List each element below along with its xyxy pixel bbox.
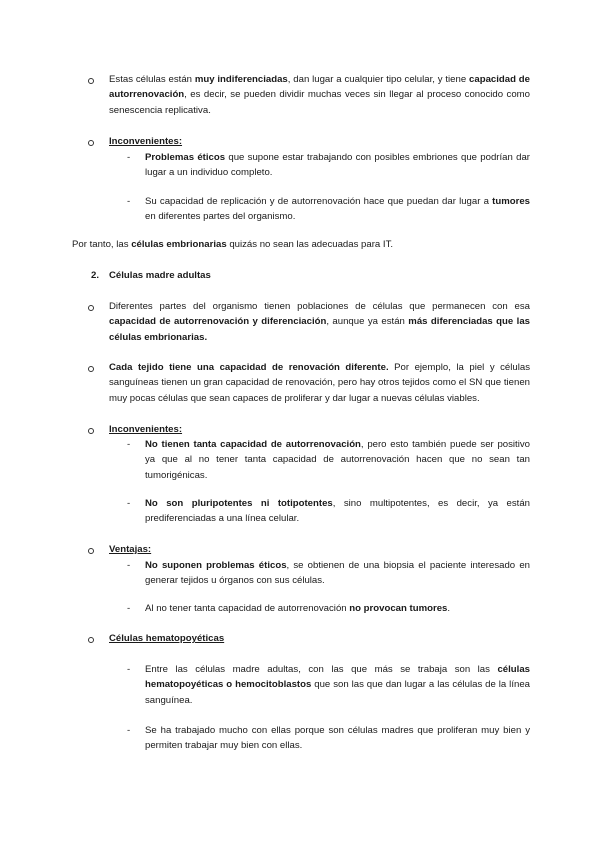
conclusion-paragraph: Por tanto, las células embrionarias quizás no sean las adecuadas para IT. bbox=[72, 239, 394, 250]
subitem-no-tumores: Al no tener tanta capacidad de autorrenovación no provocan tumores. bbox=[145, 603, 451, 614]
hollow-bullet-icon bbox=[88, 428, 94, 434]
hollow-bullet-icon bbox=[88, 78, 94, 84]
hollow-bullet-icon bbox=[88, 637, 94, 643]
dash-marker: - bbox=[127, 498, 131, 509]
heading-ventajas: Ventajas: bbox=[109, 544, 152, 555]
dash-marker: - bbox=[127, 725, 131, 736]
section-title: Células madre adultas bbox=[109, 270, 211, 281]
hollow-bullet-icon bbox=[88, 548, 94, 554]
hollow-bullet-icon bbox=[88, 305, 94, 311]
subitem-hemocitoblastos: Entre las células madre adultas, con las que más se trabaja son las células hematopoyéticas o hemocitoblastos que son las que dan lugar a las células de la línea sanguínea. bbox=[145, 664, 530, 706]
dash-marker: - bbox=[127, 603, 131, 614]
dash-marker: - bbox=[127, 196, 131, 207]
heading-inconvenientes-embrionarias: Inconvenientes: bbox=[109, 136, 183, 147]
subitem-sin-problemas-eticos: No suponen problemas éticos, se obtienen de una biopsia el paciente interesado en generar tejidos u órganos con sus células. bbox=[145, 560, 530, 587]
heading-inconvenientes-adultas: Inconvenientes: bbox=[109, 424, 183, 435]
subitem-multipotentes: No son pluripotentes ni totipotentes, sino multipotentes, es decir, ya están prediferenciadas a una línea celular. bbox=[145, 498, 530, 525]
dash-marker: - bbox=[127, 560, 131, 571]
section-number: 2. bbox=[91, 270, 100, 281]
bullet-paragraph-tissue-renewal: Cada tejido tiene una capacidad de renovación diferente. Por ejemplo, la piel y células sanguíneas tienen un gran capacidad de renovación, pero hay otros tejidos como el SN que tienen muy pocas células que sean capaces de proliferar y dar lugar a nuevas células viables. bbox=[109, 362, 530, 404]
subitem-tumores: Su capacidad de replicación y de autorrenovación hace que puedan dar lugar a tumores en diferentes partes del organismo. bbox=[145, 196, 530, 223]
bullet-paragraph-embryonic-properties: Estas células están muy indiferenciadas, dan lugar a cualquier tipo celular, y tiene capacidad de autorrenovación, es decir, se pueden dividir muchas veces sin llegar al proceso conocido como senescencia replicativa. bbox=[109, 74, 530, 116]
subitem-autorrenovacion: No tienen tanta capacidad de autorrenovación, pero esto también puede ser positivo ya que al no tener tanta capacidad de autorrenovación hacen que no sean tan tumorigénicas. bbox=[145, 439, 530, 481]
hollow-bullet-icon bbox=[88, 140, 94, 146]
hollow-bullet-icon bbox=[88, 366, 94, 372]
dash-marker: - bbox=[127, 439, 131, 450]
subitem-problemas-eticos: Problemas éticos que supone estar trabajando con posibles embriones que podrían dar lugar a un individuo completo. bbox=[145, 152, 530, 179]
bullet-paragraph-adult-populations: Diferentes partes del organismo tienen poblaciones de células que permanecen con esa capacidad de autorrenovación y diferenciación, aunque ya están más diferenciadas que las células embrionarias. bbox=[109, 301, 530, 343]
subitem-proliferan: Se ha trabajado mucho con ellas porque son células madres que proliferan muy bien y permiten trabajar muy bien con ellas. bbox=[145, 725, 530, 752]
heading-celulas-hematopoyeticas: Células hematopoyéticas bbox=[109, 633, 225, 644]
dash-marker: - bbox=[127, 664, 131, 675]
dash-marker: - bbox=[127, 152, 131, 163]
